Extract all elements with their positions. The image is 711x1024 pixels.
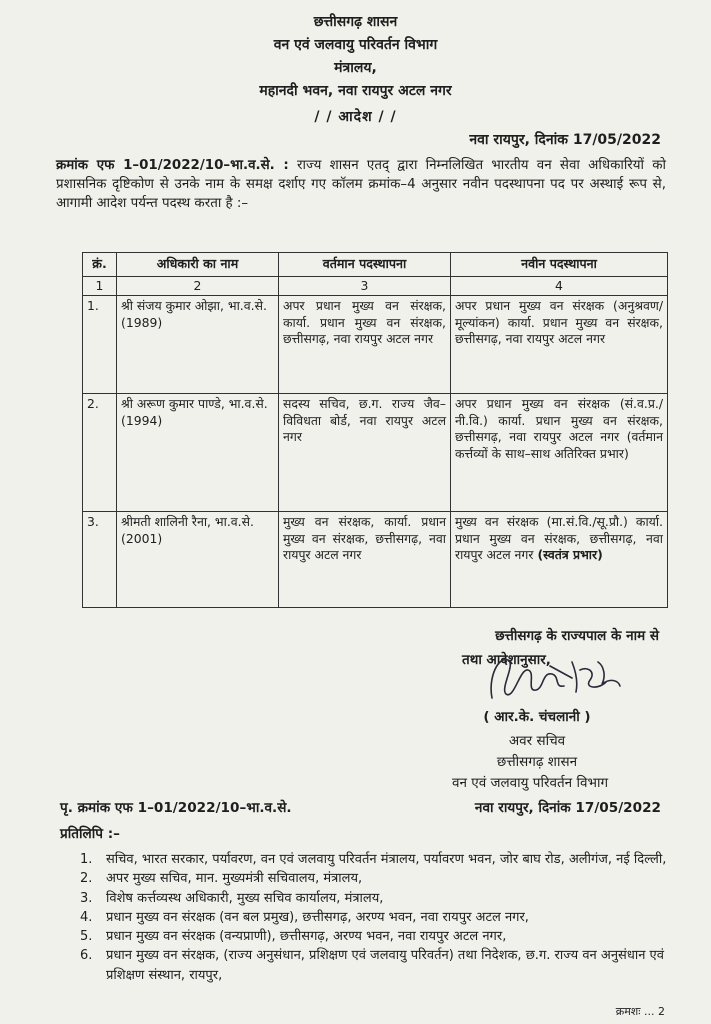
list-item-text: सचिव, भारत सरकार, पर्यावरण, वन एवं जलवायु परिवर्तन मंत्रालय, पर्यावरण भवन, जोर बाघ रोड, अलीगंज, नई दिल्ली, xyxy=(106,852,667,867)
cell-new xyxy=(451,512,668,608)
list-item xyxy=(80,850,670,869)
list-item-number: 2. xyxy=(80,871,93,887)
list-item xyxy=(80,946,670,985)
header-address: महानदी भवन, नवा रायपुर अटल नगर xyxy=(259,83,452,99)
endorsement-ref-no: पृ. क्रमांक एफ 1–01/2022/10–भा.व.से. xyxy=(60,800,292,816)
cell-sno: 2. xyxy=(83,394,117,512)
list-item-number: 1. xyxy=(80,852,93,867)
signatory-designation: अवर सचिव xyxy=(508,733,566,749)
list-item-text: प्रधान मुख्य वन संरक्षक (वन बल प्रमुख), छत्तीसगढ़, अरण्य भवन, नवा रायपुर अटल नगर, xyxy=(106,909,529,925)
signatory-department: वन एवं जलवायु परिवर्तन विभाग xyxy=(451,775,609,791)
table-row xyxy=(83,296,668,394)
order-title: / / आदेश / / xyxy=(314,109,397,125)
copy-list xyxy=(80,850,670,985)
governor-order-line: छत्तीसगढ़ के राज्यपाल के नाम से xyxy=(495,628,659,644)
cell-name: श्रीमती शालिनी रैना, भा.व.से. (2001) xyxy=(117,512,279,608)
endorsement-date: नवा रायपुर, दिनांक 17/05/2022 xyxy=(474,800,661,816)
cell-new: अपर प्रधान मुख्य वन संरक्षक (अनुश्रवण/मूल्यांकन) कार्या. प्रधान मुख्य वन संरक्षक, छत्तीसगढ़, नवा रायपुर अटल नगर xyxy=(451,296,668,394)
table-header-row xyxy=(83,253,668,277)
order-body: राज्य शासन एतद् द्वारा निम्नलिखित भारतीय वन सेवा अधिकारियों को प्रशासनिक दृष्टिकोण से उनके नाम के समक्ष दर्शाए गए कॉलम क्रमांक–4 अनुसार नवीन पदस्थापना पद पर अस्थाई रूप से, आगामी आदेश पर्यन्त पदस्थ करता है :– xyxy=(56,158,666,211)
col-header-current: वर्तमान पदस्थापना xyxy=(279,253,451,277)
handwritten-signature xyxy=(480,648,630,710)
cell-new: अपर प्रधान मुख्य वन संरक्षक (सं.व.प्र./नी.वि.) कार्या. प्रधान मुख्य वन संरक्षक, छत्तीसगढ़, नवा रायपुर अटल नगर (वर्तमान कर्त्तव्यों के साथ–साथ अतिरिक्त प्रभार) xyxy=(451,394,668,512)
list-item-text: अपर मुख्य सचिव, मान. मुख्यमंत्री सचिवालय, मंत्रालय, xyxy=(106,871,363,887)
list-item-text: प्रधान मुख्य वन संरक्षक, (राज्य अनुसंधान, प्रशिक्षण एवं जलवायु परिवर्तन) तथा निदेशक, छ.ग. राज्य वन अनुसंधान एवं प्रशिक्षण संस्थान, रायपुर, xyxy=(106,948,664,983)
col-index: 3 xyxy=(279,276,451,296)
by-order-line: तथा आदेशानुसार, xyxy=(462,652,551,668)
cell-current: अपर प्रधान मुख्य वन संरक्षक, कार्या. प्रधान मुख्य वन संरक्षक, छत्तीसगढ़, नवा रायपुर अटल नगर xyxy=(279,296,451,394)
posting-table xyxy=(82,252,668,608)
table-row xyxy=(83,512,668,608)
cell-name: श्री संजय कुमार ओझा, भा.व.से. (1989) xyxy=(117,296,279,394)
header-ministry: मंत्रालय, xyxy=(334,60,377,76)
cell-name: श्री अरूण कुमार पाण्डे, भा.व.से. (1994) xyxy=(117,394,279,512)
list-item-number: 4. xyxy=(80,909,93,925)
list-item-number: 3. xyxy=(80,890,93,906)
header-govt: छत्तीसगढ़ शासन xyxy=(313,14,398,30)
list-item-text: विशेष कर्त्तव्यस्थ अधिकारी, मुख्य सचिव कार्यालय, मंत्रालय, xyxy=(106,890,384,906)
list-item-number: 6. xyxy=(80,948,93,964)
list-item xyxy=(80,927,670,946)
order-date: नवा रायपुर, दिनांक 17/05/2022 xyxy=(469,132,661,148)
cell-sno: 1. xyxy=(83,296,117,394)
copy-label: प्रतिलिपि :– xyxy=(60,826,120,842)
col-index: 1 xyxy=(83,276,117,296)
col-header-sno: क्रं. xyxy=(83,253,117,277)
list-item xyxy=(80,869,670,888)
list-item xyxy=(80,889,670,908)
cell-sno: 3. xyxy=(83,512,117,608)
col-index: 2 xyxy=(117,276,279,296)
header-department: वन एवं जलवायु परिवर्तन विभाग xyxy=(273,37,438,53)
table-index-row xyxy=(83,276,668,296)
cell-current: मुख्य वन संरक्षक, कार्या. प्रधान मुख्य वन संरक्षक, छत्तीसगढ़, नवा रायपुर अटल नगर xyxy=(279,512,451,608)
list-item-number: 5. xyxy=(80,929,93,945)
cell-new-text: मुख्य वन संरक्षक (मा.सं.वि./सू.प्रौ.) कार्या. प्रधान मुख्य वन संरक्षक, छत्तीसगढ़, नवा रायपुर अटल नगर xyxy=(455,514,663,562)
list-item-text: प्रधान मुख्य वन संरक्षक (वन्यप्राणी), छत्तीसगढ़, अरण्य भवन, नवा रायपुर अटल नगर, xyxy=(106,929,507,945)
cell-current: सदस्य सचिव, छ.ग. राज्य जैव–विविधता बोर्ड, नवा रायपुर अटल नगर xyxy=(279,394,451,512)
signatory-org: छत्तीसगढ़ शासन xyxy=(496,754,578,770)
col-header-name: अधिकारी का नाम xyxy=(117,253,279,277)
signatory-name: ( आर.के. चंचलानी ) xyxy=(483,709,591,725)
col-index: 4 xyxy=(451,276,668,296)
cell-new-charge: (स्वतंत्र प्रभार) xyxy=(537,547,603,562)
list-item xyxy=(80,908,670,927)
order-ref-no: क्रमांक एफ 1–01/2022/10–भा.व.से. : xyxy=(56,158,289,173)
continued-note: क्रमशः ... 2 xyxy=(615,1005,665,1018)
table-row xyxy=(83,394,668,512)
col-header-new: नवीन पदस्थापना xyxy=(451,253,668,277)
order-paragraph xyxy=(56,156,666,213)
